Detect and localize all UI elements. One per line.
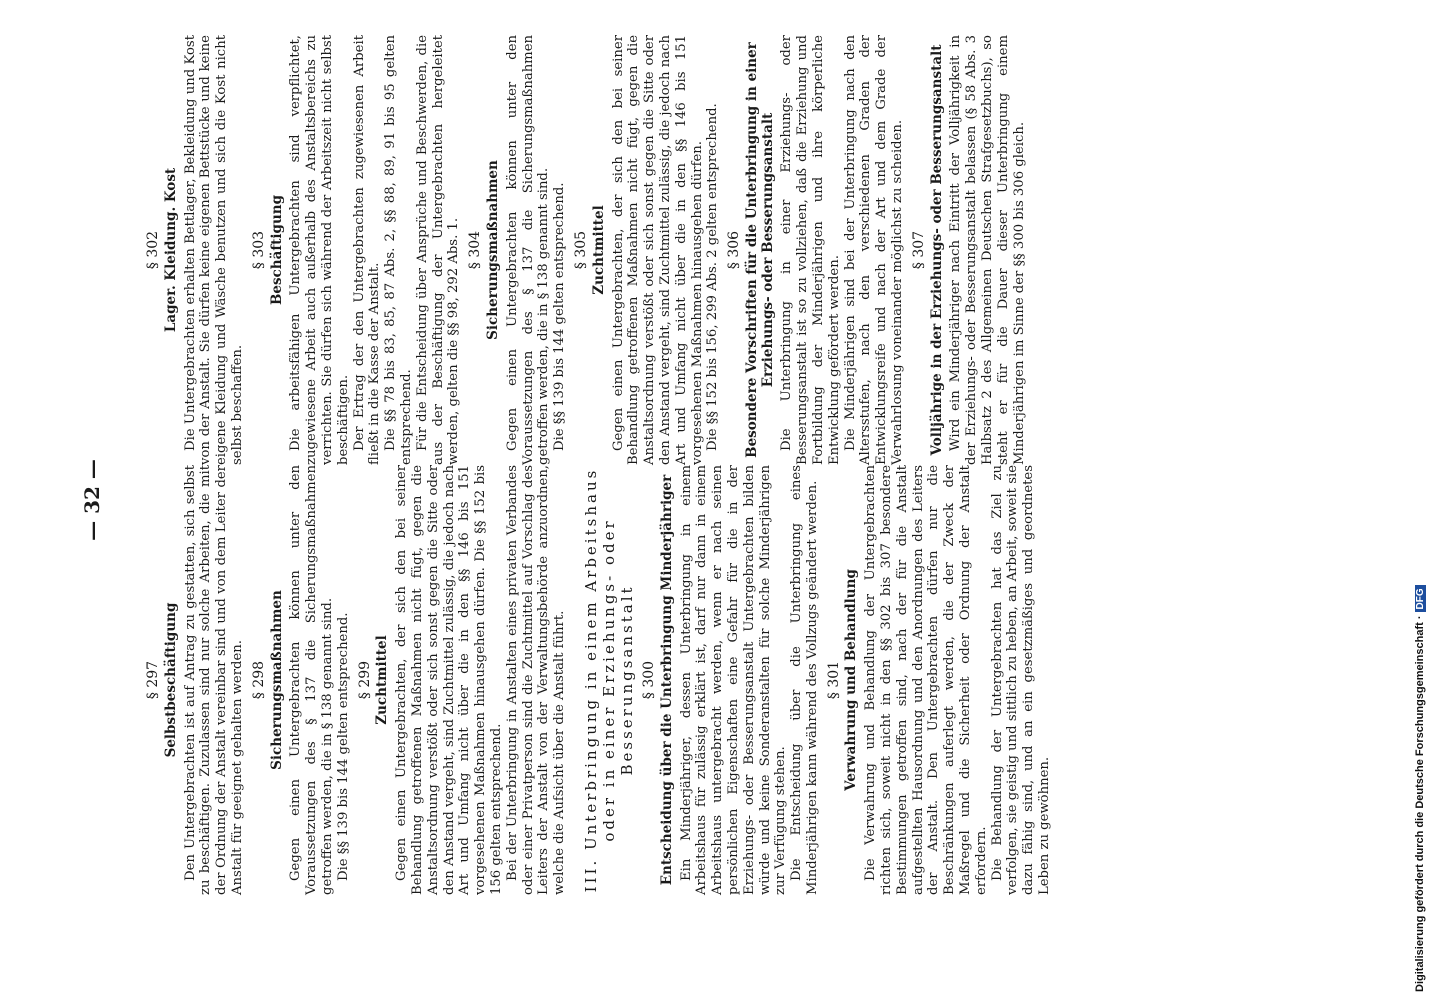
paragraph-text: Der Ertrag der den Untergebrachten zugewiesenen Arbeit fließt in die Kasse der Anstalt. [351, 35, 383, 465]
section-title: Sicherungsmaßnahmen [484, 160, 501, 340]
paragraph-text: Ein Minderjähriger, dessen Unterbringung in einem Arbeitshaus für zulässig erklärt ist, darf nur dann in einem Arbeitshaus untergebracht werden, wenn er nach seinen persönlichen Eigenschaften eine Gefahr für die in der Erziehungs- oder Besserungsanstalt Untergebrachten bilden würde und keine Sonderanstalten für solche Minderjährigen zur Verfügung stehen. [678, 465, 789, 895]
section [468, 35, 568, 465]
section-number: § 297 [145, 660, 161, 700]
section [727, 35, 906, 465]
section-number: § 307 [910, 230, 927, 270]
section-number: § 305 [572, 230, 589, 270]
paragraph-text: Die Entscheidung über die Unterbringung eines Minderjährigen kann während des Vollzugs geändert werden. [789, 465, 820, 895]
section-title: Zuchtmittel [374, 635, 391, 725]
section-title: Entscheidung über die Unterbringung Minderjähriger [658, 474, 675, 886]
section-number: § 302 [145, 230, 161, 270]
paragraph-text: Bei der Unterbringung in Anstalten eines privaten Verbandes oder einer Privatperson sind die Zuchtmittel auf Vorschlag des Leiters der Anstalt von der Verwaltungsbehörde anzuordnen, welche die Aufsicht über die Anstalt führt. [504, 465, 568, 895]
paragraph-text: Gegen einen Untergebrachten können unter den Voraussetzungen des § 137 die Sicherungsmaßnahmen getroffen werden, die in § 138 genannt sind. [504, 35, 552, 465]
section [358, 465, 568, 895]
left-column [140, 465, 1057, 895]
dfg-logo: DFG [1415, 585, 1426, 612]
section-title: Sicherungsmaßnahmen [268, 590, 285, 770]
digitization-credit [1414, 2, 1426, 992]
section [574, 35, 721, 465]
section [252, 35, 462, 465]
section [146, 465, 246, 895]
section-number: § 301 [825, 660, 842, 700]
paragraph-text: Die §§ 139 bis 144 gelten entsprechend. [552, 182, 568, 451]
chapter-heading: III. Unterbringung in einem Arbeitshaus oder in einer Erziehungs- oder Besserungsanstalt [581, 467, 636, 893]
section-title: Selbstbeschäftigung [162, 602, 179, 758]
paragraph-text: Die §§ 78 bis 83, 85, 87 Abs. 2, §§ 88, 89, 91 bis 95 gelten entsprechend. [383, 35, 414, 465]
section-number: § 299 [356, 660, 373, 700]
paragraph-text: Die §§ 139 bis 144 gelten entsprechend. [335, 612, 351, 881]
paragraph-text: Die Behandlung der Untergebrachten hat das Ziel zu verfolgen, sie geistig und sittlich zu heben, an Arbeit, soweit sie dazu fähig sind, und an ein gesetzmäßiges und geordnetes Leben zu gewöhnen. [989, 465, 1053, 895]
page-number: — 32 — [80, 459, 104, 541]
paragraph-text: Wird ein Minderjähriger nach Eintritt der Volljährigkeit in der Erziehungs- oder Besserungsanstalt belassen (§ 58 Abs. 3 Halbsatz 2 des Allgemeinen Deutschen Strafgesetzbuchs), so steht er für die Dauer dieser Unterbringung einem Minderjährigen im Sinne der §§ 300 bis 306 gleich. [948, 35, 1027, 465]
section [912, 35, 1028, 465]
section-number: § 303 [250, 230, 267, 270]
paragraph-text: Für die Entscheidung über Ansprüche und Beschwerden, die aus der Beschäftigung der Untergebrachten hergeleitet werden, gelten die §§ 98, 292 Abs. 1. [414, 35, 462, 465]
section-title: Besondere Vorschriften für die Unterbringung in einer Erziehungs- oder Besserungsanstalt [743, 42, 776, 458]
section-title: Beschäftigung [268, 194, 285, 306]
section-number: § 300 [640, 660, 657, 700]
section [642, 465, 821, 895]
paragraph-text: Die Verwahrung und Behandlung der Untergebrachten richten sich, soweit nicht in den §§ 302 bis 307 besondere Bestimmungen getroffen sind, nach der für die Anstalt aufgestellten Hausordnung und den Anordnungen des Leiters der Anstalt. Den Untergebrachten dürfen nur die Beschränkungen auferlegt werden, die der Zweck der Maßregel und die Sicherheit oder Ordnung der Anstalt erfordern. [863, 465, 989, 895]
section [827, 465, 1053, 895]
paragraph-text: Gegen einen Untergebrachten, der sich den bei seiner Behandlung getroffenen Maßnahmen nicht fügt, gegen die Anstaltsordnung verstößt oder sich sonst gegen die Sitte oder den Anstand vergeht, sind Zuchtmittel zulässig, die jedoch nach Art und Umfang nicht über die in den §§ 146 bis 151 vorgesehenen Maßnahmen hinausgehen dürfen. Die §§ 152 bis 156 gelten entsprechend. [394, 465, 504, 895]
right-column [140, 35, 1031, 465]
section-number: § 304 [467, 230, 484, 270]
paragraph-text: Die arbeitsfähigen Untergebrachten sind verpflichtet, zugewiesene Arbeit auch außerhalb des Anstaltsbereichs zu verrichten. Sie dürfen sich während der Arbeitszeit nicht selbst beschäftigen. [288, 35, 351, 465]
paragraph-text: Die Minderjährigen sind bei der Unterbringung nach den Altersstufen, nach den verschiedenen Graden der Entwicklungsreife und nach der Art und dem Grade der Verwahrlosung voneinander möglichst zu scheiden. [842, 35, 906, 465]
section-title: Volljährige in der Erziehungs- oder Besserungsanstalt [928, 44, 945, 456]
paragraph-text: Gegen einen Untergebrachten, der sich den bei seiner Behandlung getroffenen Maßnahmen nicht fügt, gegen die Anstaltsordnung verstößt oder sich sonst gegen die Sitte oder den Anstand vergeht, sind Zuchtmittel zulässig, die jedoch nach Art und Umfang nicht über die in den §§ 146 bis 151 vorgesehenen Maßnahmen hinausgehen dürfen. [610, 35, 705, 465]
section [146, 35, 246, 465]
paragraph-text: Die Unterbringung in einer Erziehungs- oder Besserungsanstalt ist so zu vollziehen, daß die Erziehung und Fortbildung der Minderjährigen und ihre körperliche Entwicklung gefördert werden. [779, 35, 842, 465]
section [252, 465, 352, 895]
credit-text: Digitalisierung gefördert durch die Deutsche Forschungsgemeinschaft · [1414, 615, 1426, 992]
section-number: § 298 [250, 660, 267, 700]
paragraph-text: Die Untergebrachten erhalten Bettlager, Bekleidung und Kost von der Anstalt. Sie dürfen keine eigenen Bettstücke und keine eigene Kleidung und Wäsche benutzen und sich die Kost nicht selbst beschaffen. [182, 35, 245, 465]
section-title: Zuchtmittel [590, 205, 607, 295]
section-title: Lager. Kleidung. Kost [162, 167, 179, 333]
section-title: Verwahrung und Behandlung [843, 569, 860, 791]
paragraph-text: Gegen einen Untergebrachten können unter den Voraussetzungen des § 137 die Sicherungsmaßnahmen getroffen werden, die in § 138 genannt sind. [288, 465, 335, 895]
paragraph-text: Den Untergebrachten ist auf Antrag zu gestatten, sich selbst zu beschäftigen. Zuzulassen sind nur solche Arbeiten, die mit der Ordnung der Anstalt vereinbar sind und von dem Leiter der Anstalt für geeignet gehalten werden. [182, 465, 245, 895]
section-number: § 306 [726, 230, 743, 270]
paragraph-text: Die §§ 152 bis 156, 299 Abs. 2 gelten entsprechend. [705, 103, 721, 451]
